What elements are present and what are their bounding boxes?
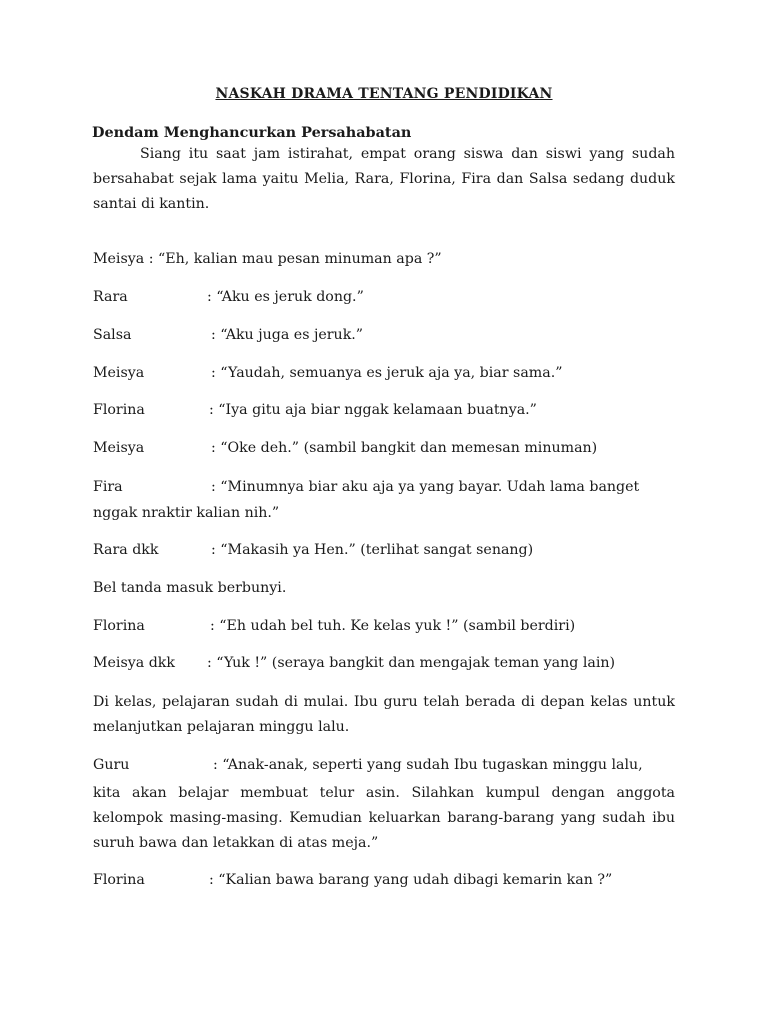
dialogue-text-continued: nggak nraktir kalian nih.” xyxy=(93,505,280,521)
dialogue-text: “Kalian bawa barang yang udah dibagi kemarin kan ?” xyxy=(218,872,613,888)
speaker-name: Meisya dkk xyxy=(93,655,176,671)
speaker-name: Meisya xyxy=(93,365,145,381)
dialogue-text: “Iya gitu aja biar nggak kelamaan buatnya.” xyxy=(218,402,537,418)
colon: : xyxy=(209,872,214,888)
colon: : xyxy=(213,757,218,773)
drama-subtitle: Dendam Menghancurkan Persahabatan xyxy=(92,124,412,141)
colon: : xyxy=(211,479,216,495)
speaker-name: Meisya xyxy=(93,440,145,456)
dialogue-text: “Makasih ya Hen.” (terlihat sangat senang) xyxy=(220,542,534,558)
dialogue-text: “Yuk !” (seraya bangkit dan mengajak teman yang lain) xyxy=(216,655,616,671)
dialogue-text: “Eh udah bel tuh. Ke kelas yuk !” (sambil berdiri) xyxy=(219,618,576,634)
intro-paragraph: Siang itu saat jam istirahat, empat orang siswa dan siswi yang sudah bersahabat sejak lama yaitu Melia, Rara, Florina, Fira dan Salsa sedang duduk santai di kantin. xyxy=(93,146,675,212)
dialogue-text: “Aku es jeruk dong.” xyxy=(216,289,364,305)
colon: : xyxy=(207,289,212,305)
colon: : xyxy=(211,542,216,558)
narration-paragraph: Di kelas, pelajaran sudah di mulai. Ibu guru telah berada di depan kelas untuk melanjutkan pelajaran minggu lalu. xyxy=(93,694,675,735)
narration: Bel tanda masuk berbunyi. xyxy=(93,580,287,596)
dialogue-text: “Anak-anak, seperti yang sudah Ibu tugaskan minggu lalu, xyxy=(222,757,643,773)
colon: : xyxy=(148,251,154,267)
page-title: NASKAH DRAMA TENTANG PENDIDIKAN xyxy=(215,86,553,102)
speaker-name: Rara xyxy=(93,289,128,305)
dialogue-text: “Eh, kalian mau pesan minuman apa ?” xyxy=(158,251,442,267)
dialogue-text: “Minumnya biar aku aja ya yang bayar. Udah lama banget xyxy=(220,479,640,495)
dialogue-text: “Oke deh.” (sambil bangkit dan memesan minuman) xyxy=(220,440,598,456)
dialogue-text-continued: kita akan belajar membuat telur asin. Silahkan kumpul dengan anggota kelompok masing-masing. Kemudian keluarkan barang-barang yang sudah ibu suruh bawa dan letakkan di atas meja.” xyxy=(93,785,675,851)
speaker-name: Florina xyxy=(93,618,145,634)
colon: : xyxy=(209,402,214,418)
colon: : xyxy=(211,365,216,381)
speaker-name: Meisya xyxy=(93,251,145,267)
dialogue-text: “Aku juga es jeruk.” xyxy=(220,327,364,343)
speaker-name: Florina xyxy=(93,402,145,418)
speaker-name: Florina xyxy=(93,872,145,888)
colon: : xyxy=(210,618,215,634)
colon: : xyxy=(207,655,212,671)
speaker-name: Salsa xyxy=(93,327,132,343)
speaker-name: Rara dkk xyxy=(93,542,159,558)
speaker-name: Fira xyxy=(93,479,123,495)
speaker-name: Guru xyxy=(93,757,130,773)
dialogue-text: “Yaudah, semuanya es jeruk aja ya, biar sama.” xyxy=(220,365,563,381)
colon: : xyxy=(211,440,216,456)
colon: : xyxy=(211,327,216,343)
